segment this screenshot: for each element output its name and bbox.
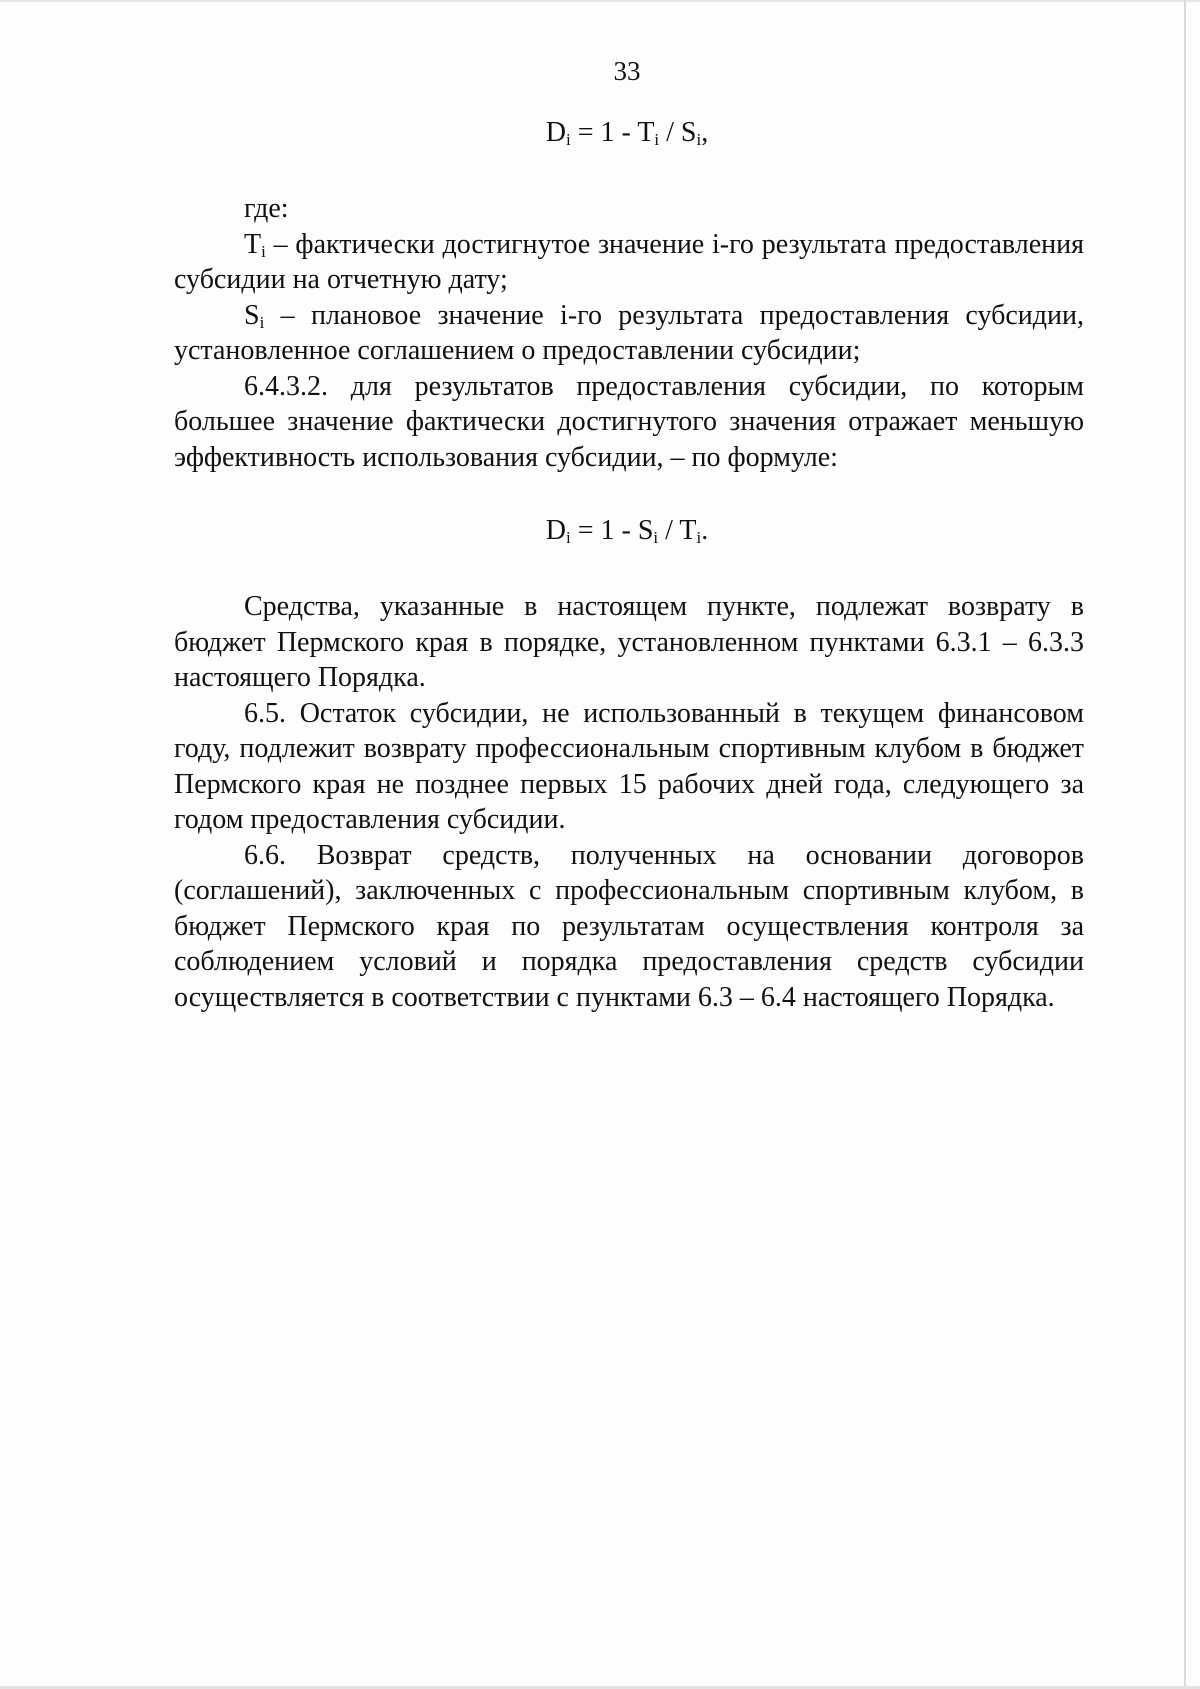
definition-s (174, 298, 1084, 369)
formula-subscript: i (696, 130, 702, 149)
formula-punctuation: , (701, 117, 709, 148)
page-number: 33 (613, 56, 641, 86)
formula-punctuation: . (701, 515, 709, 546)
paragraph-funds-return: Средства, указанные в настоящем пункте, подлежат возврату в бюджет Пермского края в порядке, установленном пунктами 6.3.1 – 6.3.3 настоящего Порядка. (174, 591, 1084, 693)
scan-edge-right (1184, 0, 1186, 1689)
formula-d-second (0, 515, 1200, 547)
paragraph-6-6: 6.6. Возврат средств, полученных на основании договоров (соглашений), заключенных с профессиональным спортивным клубом, в бюджет Пермского края по результатам осуществления контроля за соблюдением условий и порядка предоставления средств субсидии осуществляется в соответствии с пунктами 6.3 – 6.4 настоящего Порядка. (174, 839, 1084, 1013)
where-label: где: (244, 193, 289, 224)
formula-subscript: i (696, 528, 702, 547)
formula-subscript: i (653, 528, 659, 547)
formula-part: / T (658, 515, 697, 546)
formula-symbol-d: D (545, 117, 566, 148)
formula-part: = 1 - S (570, 515, 654, 546)
formula-subscript: i (565, 130, 571, 149)
symbol-s: S (244, 299, 260, 331)
symbol-t: T (244, 228, 262, 260)
formula-part: / S (659, 117, 697, 148)
definition-t-text: – фактически достигнутое значение i-го результата предоставления субсидии на отчетную дату; (174, 228, 1084, 295)
definition-t (174, 227, 1084, 298)
definitions-block (174, 191, 1084, 475)
symbol-subscript: i (259, 312, 265, 332)
formula-symbol-d: D (545, 515, 566, 546)
formula-part: = 1 - T (570, 117, 655, 148)
formula-d-first (0, 117, 1200, 149)
symbol-subscript: i (261, 241, 266, 261)
formula-subscript: i (654, 130, 660, 149)
formula-subscript: i (565, 528, 571, 547)
clause-6-4-3-2: 6.4.3.2. для результатов предоставления субсидии, по которым большее значение фактически достигнутого значения отражает меньшую эффективность использования субсидии, – по формуле: (174, 370, 1084, 473)
definition-s-text: – плановое значение i-го результата предоставления субсидии, установленное соглашением о предоставлении субсидии; (174, 299, 1084, 366)
paragraph-6-5: 6.5. Остаток субсидии, не использованный в текущем финансовом году, подлежит возврату профессиональным спортивным клубом в бюджет Пермского края не позднее первых 15 рабочих дней года, следующего за годом предоставления субсидии. (174, 697, 1084, 835)
paragraphs-block (174, 589, 1084, 1015)
scan-edge-top (0, 0, 1200, 2)
